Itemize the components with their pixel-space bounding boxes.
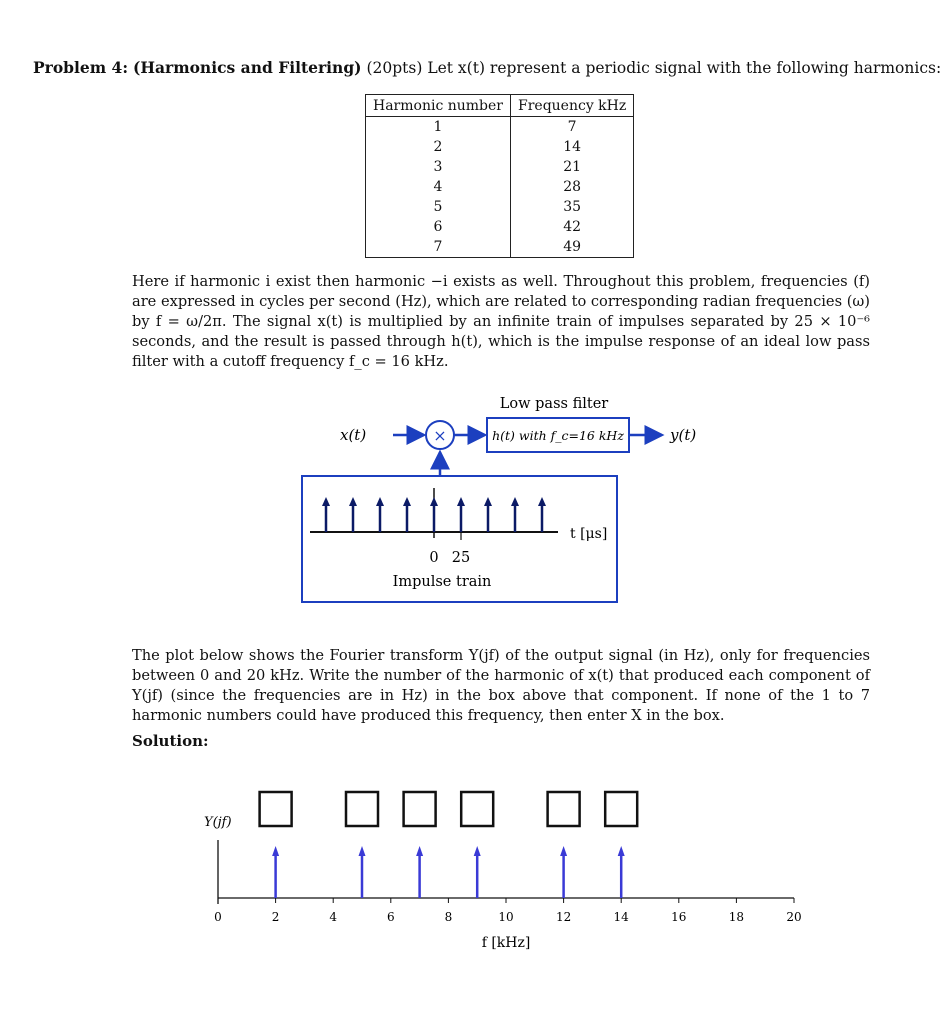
harmonic-number-cell: 6 — [366, 217, 511, 237]
table-row — [366, 237, 634, 258]
train-axis-label: t [μs] — [570, 526, 608, 542]
train-tick-label-25: 25 — [451, 550, 471, 566]
table-header-cell: Frequency kHz — [511, 95, 634, 117]
spectrum-impulse-arrowhead — [618, 846, 625, 856]
spectrum-tick-label: 16 — [671, 910, 687, 924]
spectrum-impulse-arrowhead — [272, 846, 279, 856]
problem-description: Here if harmonic i exist then harmonic −i exists as well. Throughout this problem, frequencies (f) are expressed in cycles per second (Hz), which are related to corresponding radian frequencies (ω) by f = ω/2π. The signal x(t) is multiplied by an infinite train of impulses separated by 25 × 10⁻⁶ seconds, and the result is passed through h(t), which is the impulse response of an ideal low pass filter with a cutoff frequency f_c = 16 kHz. — [132, 273, 870, 370]
multiplier-icon: × — [433, 426, 447, 445]
harmonic-number-cell: 4 — [366, 177, 511, 197]
problem-points: (20pts) — [366, 59, 423, 77]
spectrum-impulse-arrowhead — [416, 846, 423, 856]
answer-box[interactable] — [346, 792, 378, 826]
table-row — [366, 137, 634, 157]
answer-box[interactable] — [461, 792, 493, 826]
spectrum-xlabel: f [kHz] — [481, 935, 531, 951]
answer-box[interactable] — [260, 792, 292, 826]
frequency-cell: 49 — [511, 237, 634, 258]
answer-boxes — [260, 792, 638, 826]
spectrum-impulses — [272, 846, 625, 898]
frequency-cell: 7 — [511, 117, 634, 138]
problem-heading — [33, 58, 941, 77]
spectrum-tick-label: 12 — [555, 910, 572, 924]
spectrum-tick-label: 8 — [444, 910, 453, 924]
spectrum-tick-label: 20 — [786, 910, 802, 924]
spectrum-tick-label: 2 — [271, 910, 280, 924]
spectrum-plot — [190, 780, 820, 970]
answer-box[interactable] — [548, 792, 580, 826]
table-row — [366, 157, 634, 177]
table-body — [366, 117, 634, 258]
frequency-cell: 21 — [511, 157, 634, 177]
frequency-cell: 14 — [511, 137, 634, 157]
spectrum-tick-label: 14 — [613, 910, 629, 924]
spectrum-tick-label: 0 — [214, 910, 222, 924]
solution-label: Solution: — [132, 732, 209, 750]
frequency-cell: 28 — [511, 177, 634, 197]
spectrum-tick-label: 4 — [329, 910, 338, 924]
question-instructions: The plot below shows the Fourier transform Y(jf) of the output signal (in Hz), only for frequencies between 0 and 20 kHz. Write the number of the harmonic of x(t) that produced each component of Y(jf) (since the frequencies are in Hz) in the box above that component. If none of the 1 to 7 harmonic numbers could have produced this frequency, then enter X in the box. — [132, 647, 870, 724]
table-row — [366, 177, 634, 197]
block-diagram — [290, 388, 710, 608]
train-tick-label-0: 0 — [429, 550, 439, 566]
spectrum-tick-label: 10 — [498, 910, 514, 924]
table-row — [366, 117, 634, 138]
harmonic-number-cell: 1 — [366, 117, 511, 138]
impulse-train-caption: Impulse train — [392, 574, 492, 590]
harmonic-number-cell: 5 — [366, 197, 511, 217]
harmonic-number-cell: 3 — [366, 157, 511, 177]
table-header-row — [366, 95, 634, 117]
harmonic-number-cell: 7 — [366, 237, 511, 258]
output-signal-label: y(t) — [670, 426, 697, 444]
table-header-cell: Harmonic number — [366, 95, 511, 117]
spectrum-impulse-arrowhead — [359, 846, 366, 856]
spectrum-impulse-arrowhead — [474, 846, 481, 856]
filter-title: Low pass filter — [499, 396, 609, 412]
table-row — [366, 197, 634, 217]
table-row — [366, 217, 634, 237]
harmonic-number-cell: 2 — [366, 137, 511, 157]
answer-box[interactable] — [404, 792, 436, 826]
spectrum-impulse-arrowhead — [560, 846, 567, 856]
problem-number: Problem 4: — [33, 58, 129, 77]
harmonics-table — [365, 94, 634, 258]
spectrum-tick-label: 18 — [728, 910, 745, 924]
frequency-cell: 35 — [511, 197, 634, 217]
problem-topic: (Harmonics and Filtering) — [133, 58, 362, 77]
filter-box-label: h(t) with f_c=16 kHz — [492, 428, 624, 443]
problem-intro: Let x(t) represent a periodic signal with the following harmonics: — [427, 59, 942, 77]
spectrum-ylabel: Y(jf) — [204, 815, 232, 830]
spectrum-ticks — [214, 898, 801, 924]
input-signal-label: x(t) — [340, 426, 367, 444]
frequency-cell: 42 — [511, 217, 634, 237]
spectrum-tick-label: 6 — [386, 910, 395, 924]
answer-box[interactable] — [605, 792, 637, 826]
